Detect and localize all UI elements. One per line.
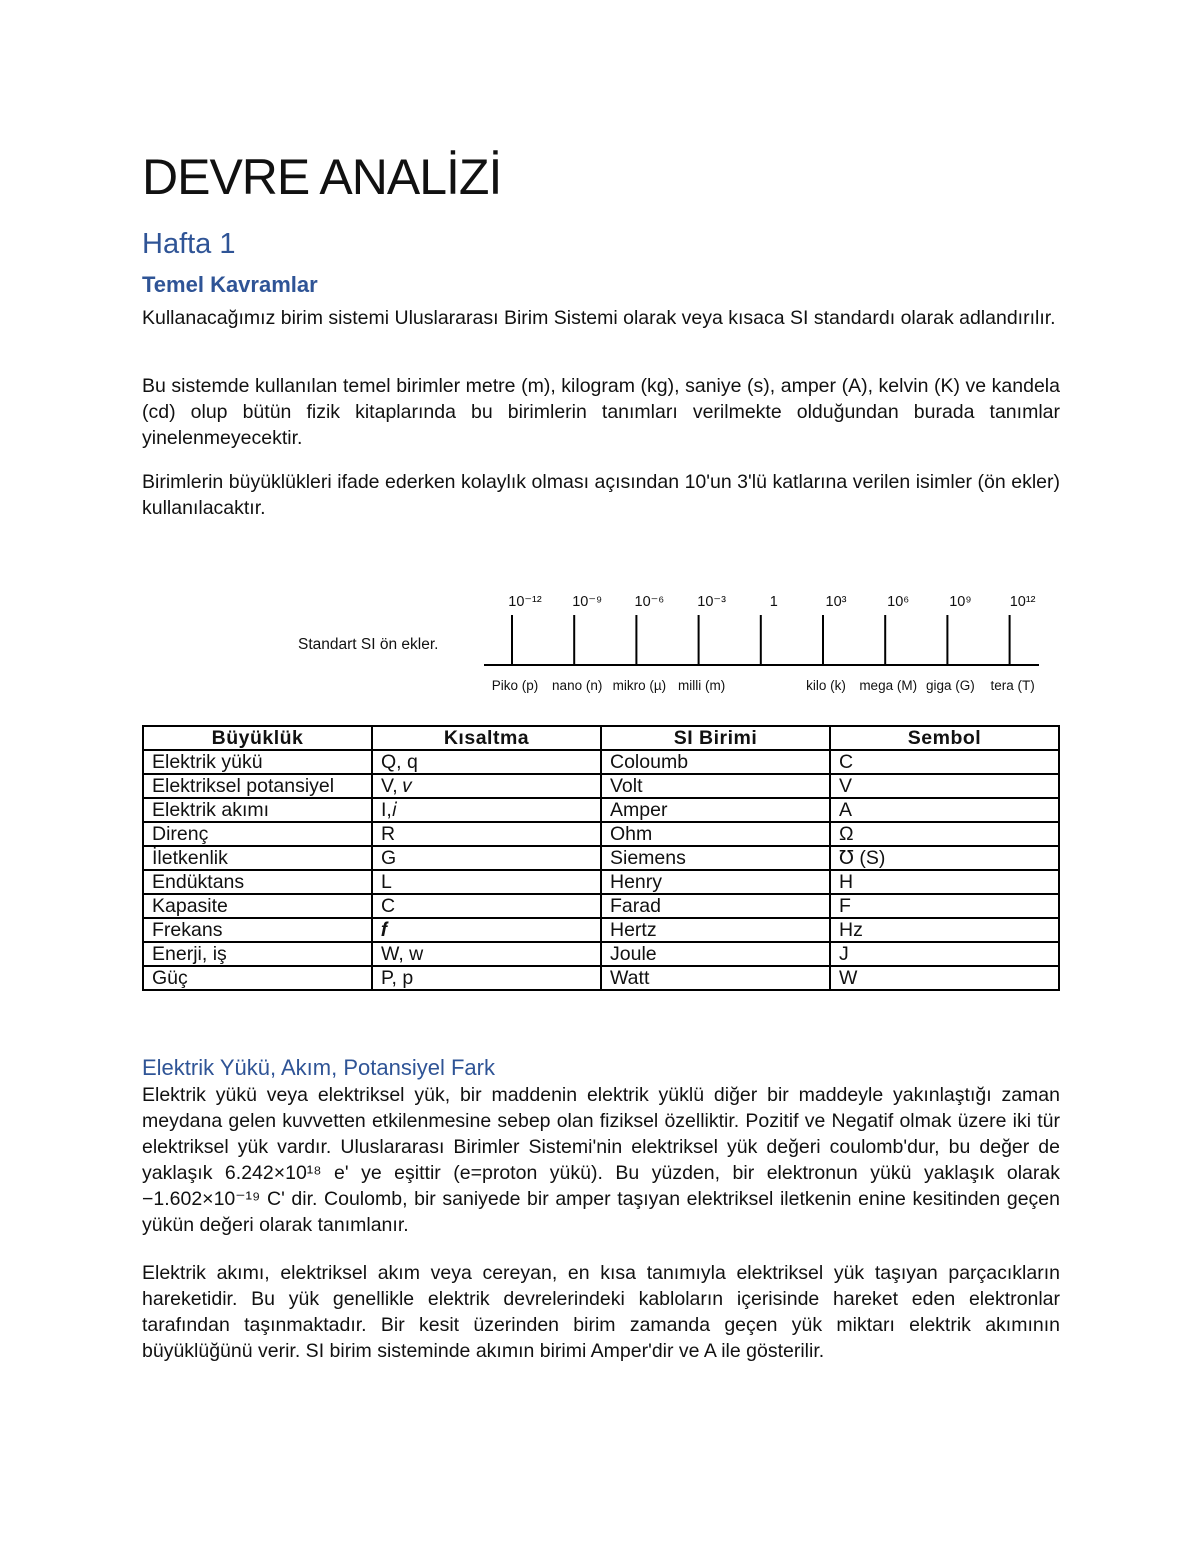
paragraph-electric-charge: Elektrik yükü veya elektriksel yük, bir maddenin elektrik yüklü diğer bir maddeyle yakınlaştığı zaman meydana gelen kuvvetten etkilenmesine sebep olan fiziksel özelliktir. Pozitif ve Negatif olmak üzere iki tür elektriksel yük vardır. Uluslararası Birimler Sistemi'nin elektriksel yük değeri coulomb'dur, bu değer de yaklaşık 6.242×10¹⁸ e' ye eşittir (e=proton yükü). Bu yüzden, bir elektronun yükü yaklaşık olarak −1.602×10⁻¹⁹ C' dir. Coulomb, bir saniyede bir amper taşıyan elektriksel iletkenin enine kesitinden geçen yükün değeri olarak tanımlanır. (142, 1084, 1060, 1236)
prefix-name-label: mega (M) (859, 678, 918, 693)
section-heading: Temel Kavramlar (142, 272, 318, 297)
paragraph-si-system: Kullanacağımız birim sistemi Uluslararası Birim Sistemi olarak veya kısaca SI standardı olarak adlandırılır. (142, 307, 1056, 329)
cell-quantity: Güç (143, 966, 372, 990)
cell-quantity: Elektrik yükü (143, 750, 372, 774)
paragraph-electric-current: Elektrik akımı, elektriksel akım veya cereyan, en kısa tanımıyla elektriksel yük taşıyan parçacıkların hareketidir. Bu yük genellikle elektrik devrelerindeki kabloların içerisinde hareket eden elektronlar tarafından taşınmaktadır. Bir kesit üzerinden birim zamanda geçen yük miktarı elektrik akımının büyüklüğünü verir. SI birim sisteminde akımın birimi Amper'dir ve A ile gösterilir. (142, 1262, 1060, 1362)
cell-abbreviation: C (372, 894, 601, 918)
table-row (143, 966, 1059, 990)
cell-abbreviation: G (372, 846, 601, 870)
prefix-figure-label: Standart SI ön ekler. (298, 636, 439, 653)
cell-quantity: Elektriksel potansiyel (143, 774, 372, 798)
cell-abbreviation: 𝒇 (372, 918, 601, 942)
table-row (143, 846, 1059, 870)
cell-si-unit: Amper (601, 798, 830, 822)
prefix-power-label: 10⁻³ (697, 594, 726, 610)
cell-si-unit: Farad (601, 894, 830, 918)
prefix-power-label: 10⁹ (949, 594, 972, 610)
cell-si-unit: Hertz (601, 918, 830, 942)
table-row (143, 822, 1059, 846)
table-row (143, 894, 1059, 918)
prefix-power-label: 10³ (825, 594, 847, 610)
prefix-name-label: mikro (µ) (612, 678, 667, 693)
cell-quantity: Direnç (143, 822, 372, 846)
week-heading: Hafta 1 (142, 228, 236, 260)
header-si-unit: SI Birimi (601, 726, 830, 750)
cell-abbreviation: L (372, 870, 601, 894)
table-row (143, 942, 1059, 966)
header-quantity: Büyüklük (143, 726, 372, 750)
paragraph-prefixes: Birimlerin büyüklükleri ifade ederken kolaylık olması açısından 10'un 3'lü katlarına verilen isimler (ön ekler) kullanılacaktır. (142, 471, 1060, 519)
cell-symbol: Ω (830, 822, 1059, 846)
cell-si-unit: Watt (601, 966, 830, 990)
header-symbol: Sembol (830, 726, 1059, 750)
cell-quantity: İletkenlik (143, 846, 372, 870)
prefix-power-label: 1 (769, 594, 778, 610)
cell-symbol: ℧ (S) (830, 846, 1059, 870)
header-abbreviation: Kısaltma (372, 726, 601, 750)
cell-abbreviation: V, 𝑣 (372, 774, 601, 798)
cell-quantity: Kapasite (143, 894, 372, 918)
prefix-power-label: 10⁻¹² (508, 594, 542, 610)
cell-si-unit: Ohm (601, 822, 830, 846)
cell-symbol: Hz (830, 918, 1059, 942)
document-title: DEVRE ANALİZİ (142, 149, 502, 205)
si-units-table (142, 725, 1060, 991)
cell-si-unit: Henry (601, 870, 830, 894)
prefix-name-label: kilo (k) (806, 678, 846, 693)
cell-abbreviation: R (372, 822, 601, 846)
table-row (143, 870, 1059, 894)
cell-abbreviation: P, p (372, 966, 601, 990)
cell-symbol: V (830, 774, 1059, 798)
cell-symbol: A (830, 798, 1059, 822)
cell-quantity: Elektrik akımı (143, 798, 372, 822)
table-row (143, 798, 1059, 822)
prefix-name-label: milli (m) (677, 678, 726, 693)
table-row (143, 774, 1059, 798)
si-prefix-figure (142, 585, 1060, 700)
table-row (143, 750, 1059, 774)
cell-quantity: Endüktans (143, 870, 372, 894)
cell-symbol: C (830, 750, 1059, 774)
paragraph-base-units: Bu sistemde kullanılan temel birimler metre (m), kilogram (kg), saniye (s), amper (A), kelvin (K) ve kandela (cd) olup bütün fizik kitaplarında bu birimlerin tanımları verilmekte olduğundan burada tanımlar yinelenmeyecektir. (142, 375, 1060, 449)
cell-symbol: J (830, 942, 1059, 966)
cell-symbol: W (830, 966, 1059, 990)
prefix-name-label: Piko (p) (491, 678, 539, 693)
cell-si-unit: Siemens (601, 846, 830, 870)
subsection-heading: Elektrik Yükü, Akım, Potansiyel Fark (142, 1055, 495, 1080)
cell-si-unit: Volt (601, 774, 830, 798)
prefix-power-label: 10⁻⁶ (634, 594, 665, 610)
prefix-power-label: 10¹² (1009, 594, 1036, 610)
cell-abbreviation: Q, q (372, 750, 601, 774)
table-header-row (143, 726, 1059, 750)
prefix-name-label: giga (G) (926, 678, 975, 693)
cell-quantity: Enerji, iş (143, 942, 372, 966)
prefix-name-label: nano (n) (552, 678, 603, 693)
prefix-name-label: tera (T) (990, 678, 1035, 693)
table-row (143, 918, 1059, 942)
cell-si-unit: Coloumb (601, 750, 830, 774)
prefix-power-label: 10⁶ (887, 594, 910, 610)
cell-abbreviation: W, w (372, 942, 601, 966)
cell-symbol: F (830, 894, 1059, 918)
cell-si-unit: Joule (601, 942, 830, 966)
cell-symbol: H (830, 870, 1059, 894)
cell-quantity: Frekans (143, 918, 372, 942)
prefix-power-label: 10⁻⁹ (572, 594, 603, 610)
cell-abbreviation: I,𝑖 (372, 798, 601, 822)
si-prefix-scale (142, 585, 1060, 700)
